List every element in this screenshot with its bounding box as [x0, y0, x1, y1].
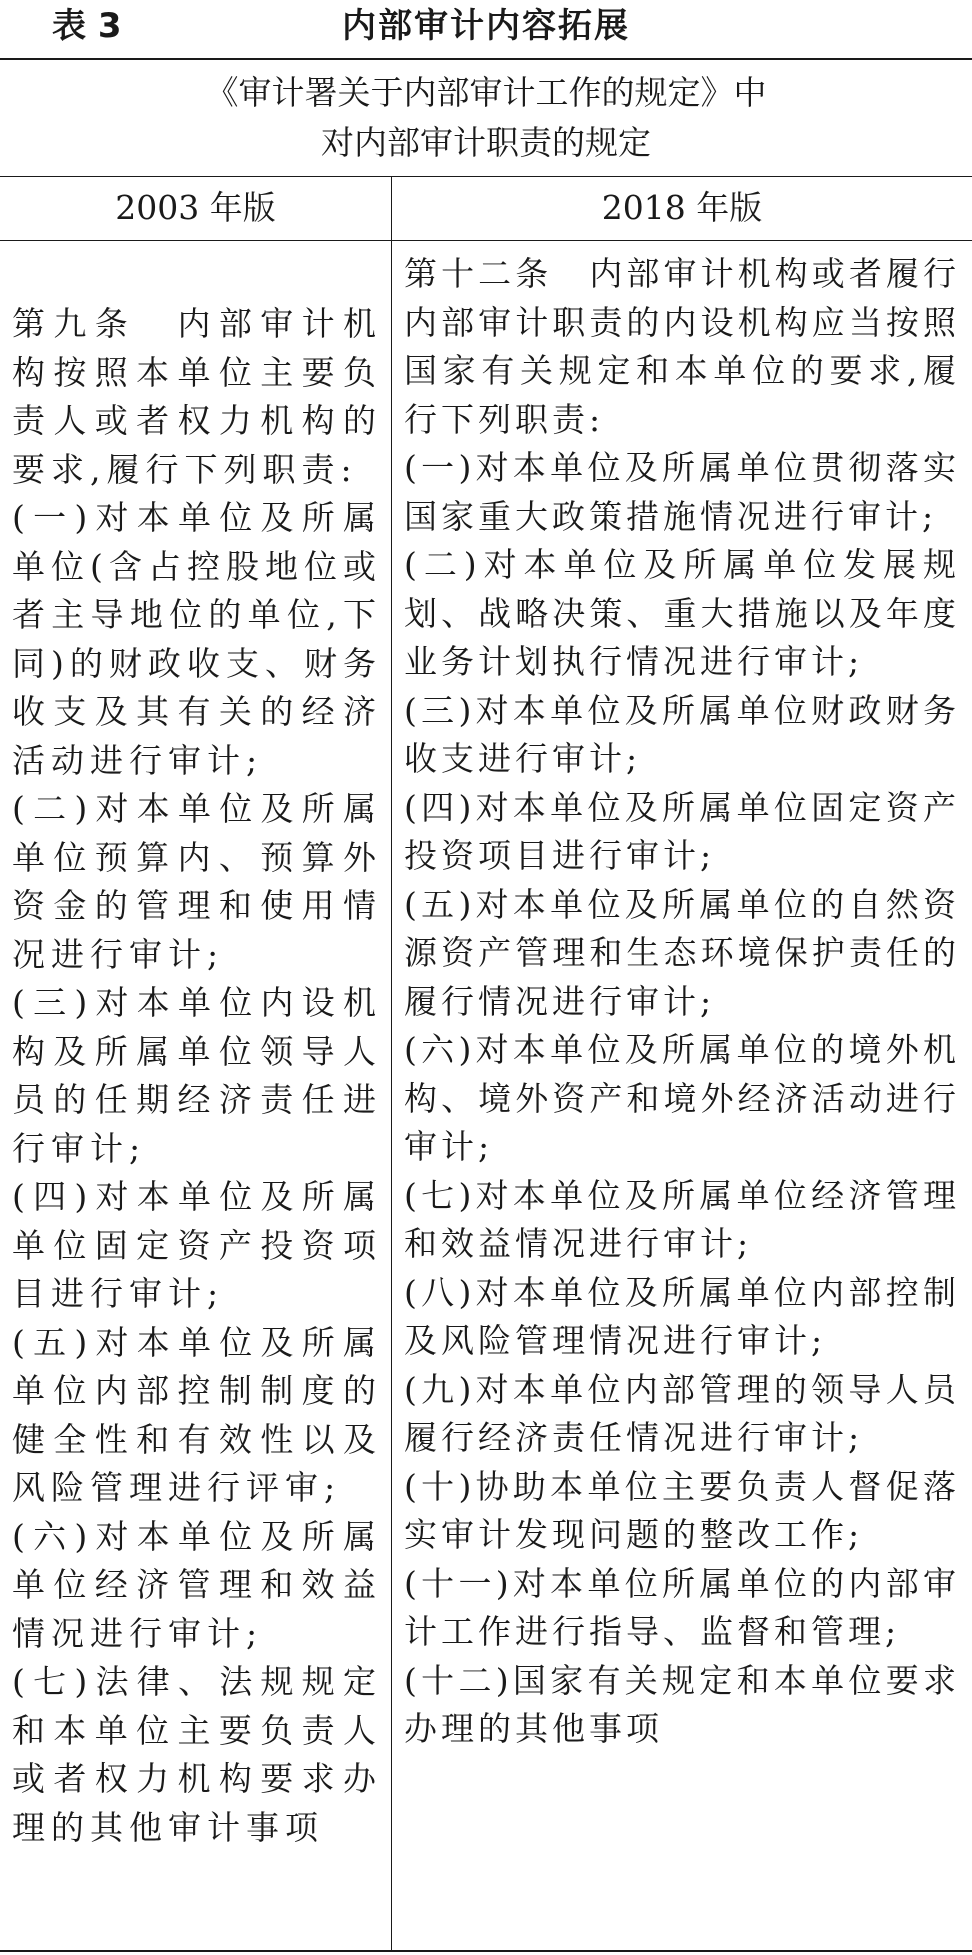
table-number: 表 3 [52, 6, 122, 46]
provision-2018-item: (九)对本单位内部管理的领导人员履行经济责任情况进行审计; [404, 1369, 960, 1457]
provision-2003-item: (六)对本单位及所属单位经济管理和效益情况进行审计; [12, 1516, 382, 1653]
table-bottom-rule [0, 1950, 972, 1952]
provision-2003-item: (三)对本单位内设机构及所属单位领导人员的任期经济责任进行审计; [12, 983, 382, 1168]
table-header-rule [0, 176, 972, 177]
provision-2003-item: (一)对本单位及所属单位(含占控股地位或者主导地位的单位,下同)的财政收支、财务收支及其有关的经济活动进行审计; [12, 498, 382, 780]
spanning-header-line-1: 《审计署关于内部审计工作的规定》中 [205, 73, 767, 112]
column-header-2003: 2003 年版 [115, 188, 276, 227]
provision-2018-item: (十二)国家有关规定和本单位要求办理的其他事项 [404, 1660, 960, 1748]
column-divider [391, 177, 392, 1950]
provision-2018-item: (十一)对本单位所属单位的内部审计工作进行指导、监督和管理; [404, 1563, 960, 1651]
provision-2003-item: (二)对本单位及所属单位预算内、预算外资金的管理和使用情况进行审计; [12, 789, 382, 974]
spanning-header-line-2: 对内部审计职责的规定 [321, 123, 651, 162]
provision-2018-item: (十)协助本单位主要负责人督促落实审计发现问题的整改工作; [404, 1466, 960, 1554]
provision-2018-article: 第十二条 内部审计机构或者履行内部审计职责的内设机构应当按照国家有关规定和本单位的要求,履行下列职责: [404, 254, 960, 439]
provision-2018-item: (五)对本单位及所属单位的自然资源资产管理和生态环境保护责任的履行情况进行审计; [404, 884, 960, 1021]
provision-2018-item: (六)对本单位及所属单位的境外机构、境外资产和境外经济活动进行审计; [404, 1030, 960, 1166]
provision-2018-item: (八)对本单位及所属单位内部控制及风险管理情况进行审计; [404, 1272, 960, 1360]
table-spanning-header [0, 68, 972, 168]
table-top-rule [0, 58, 972, 60]
provision-2018-item: (二)对本单位及所属单位发展规划、战略决策、重大措施以及年度业务计划执行情况进行审计; [404, 545, 960, 681]
provision-2003-item: (七)法律、法规规定和本单位主要负责人或者权力机构要求办理的其他审计事项 [12, 1662, 382, 1847]
provision-2003-item: (四)对本单位及所属单位固定资产投资项目进行审计; [12, 1177, 382, 1313]
provision-2003-article: 第九条 内部审计机构按照本单位主要负责人或者权力机构的要求,履行下列职责: [12, 304, 382, 489]
provision-2018-item: (四)对本单位及所属单位固定资产投资项目进行审计; [404, 787, 960, 875]
table-title: 内部审计内容拓展 [342, 6, 630, 46]
provision-2018-item: (三)对本单位及所属单位财政财务收支进行审计; [404, 690, 960, 778]
table-cell-2018 [404, 250, 960, 1754]
provision-2003-item: (五)对本单位及所属单位内部控制制度的健全性和有效性以及风险管理进行评审; [12, 1322, 382, 1507]
column-header-2018: 2018 年版 [601, 188, 763, 227]
table-caption [0, 0, 972, 56]
table-cell-2003 [12, 300, 382, 1852]
provision-2018-item: (一)对本单位及所属单位贯彻落实国家重大政策措施情况进行审计; [404, 448, 960, 536]
column-header-rule [0, 240, 972, 241]
provision-2018-item: (七)对本单位及所属单位经济管理和效益情况进行审计; [404, 1175, 960, 1263]
